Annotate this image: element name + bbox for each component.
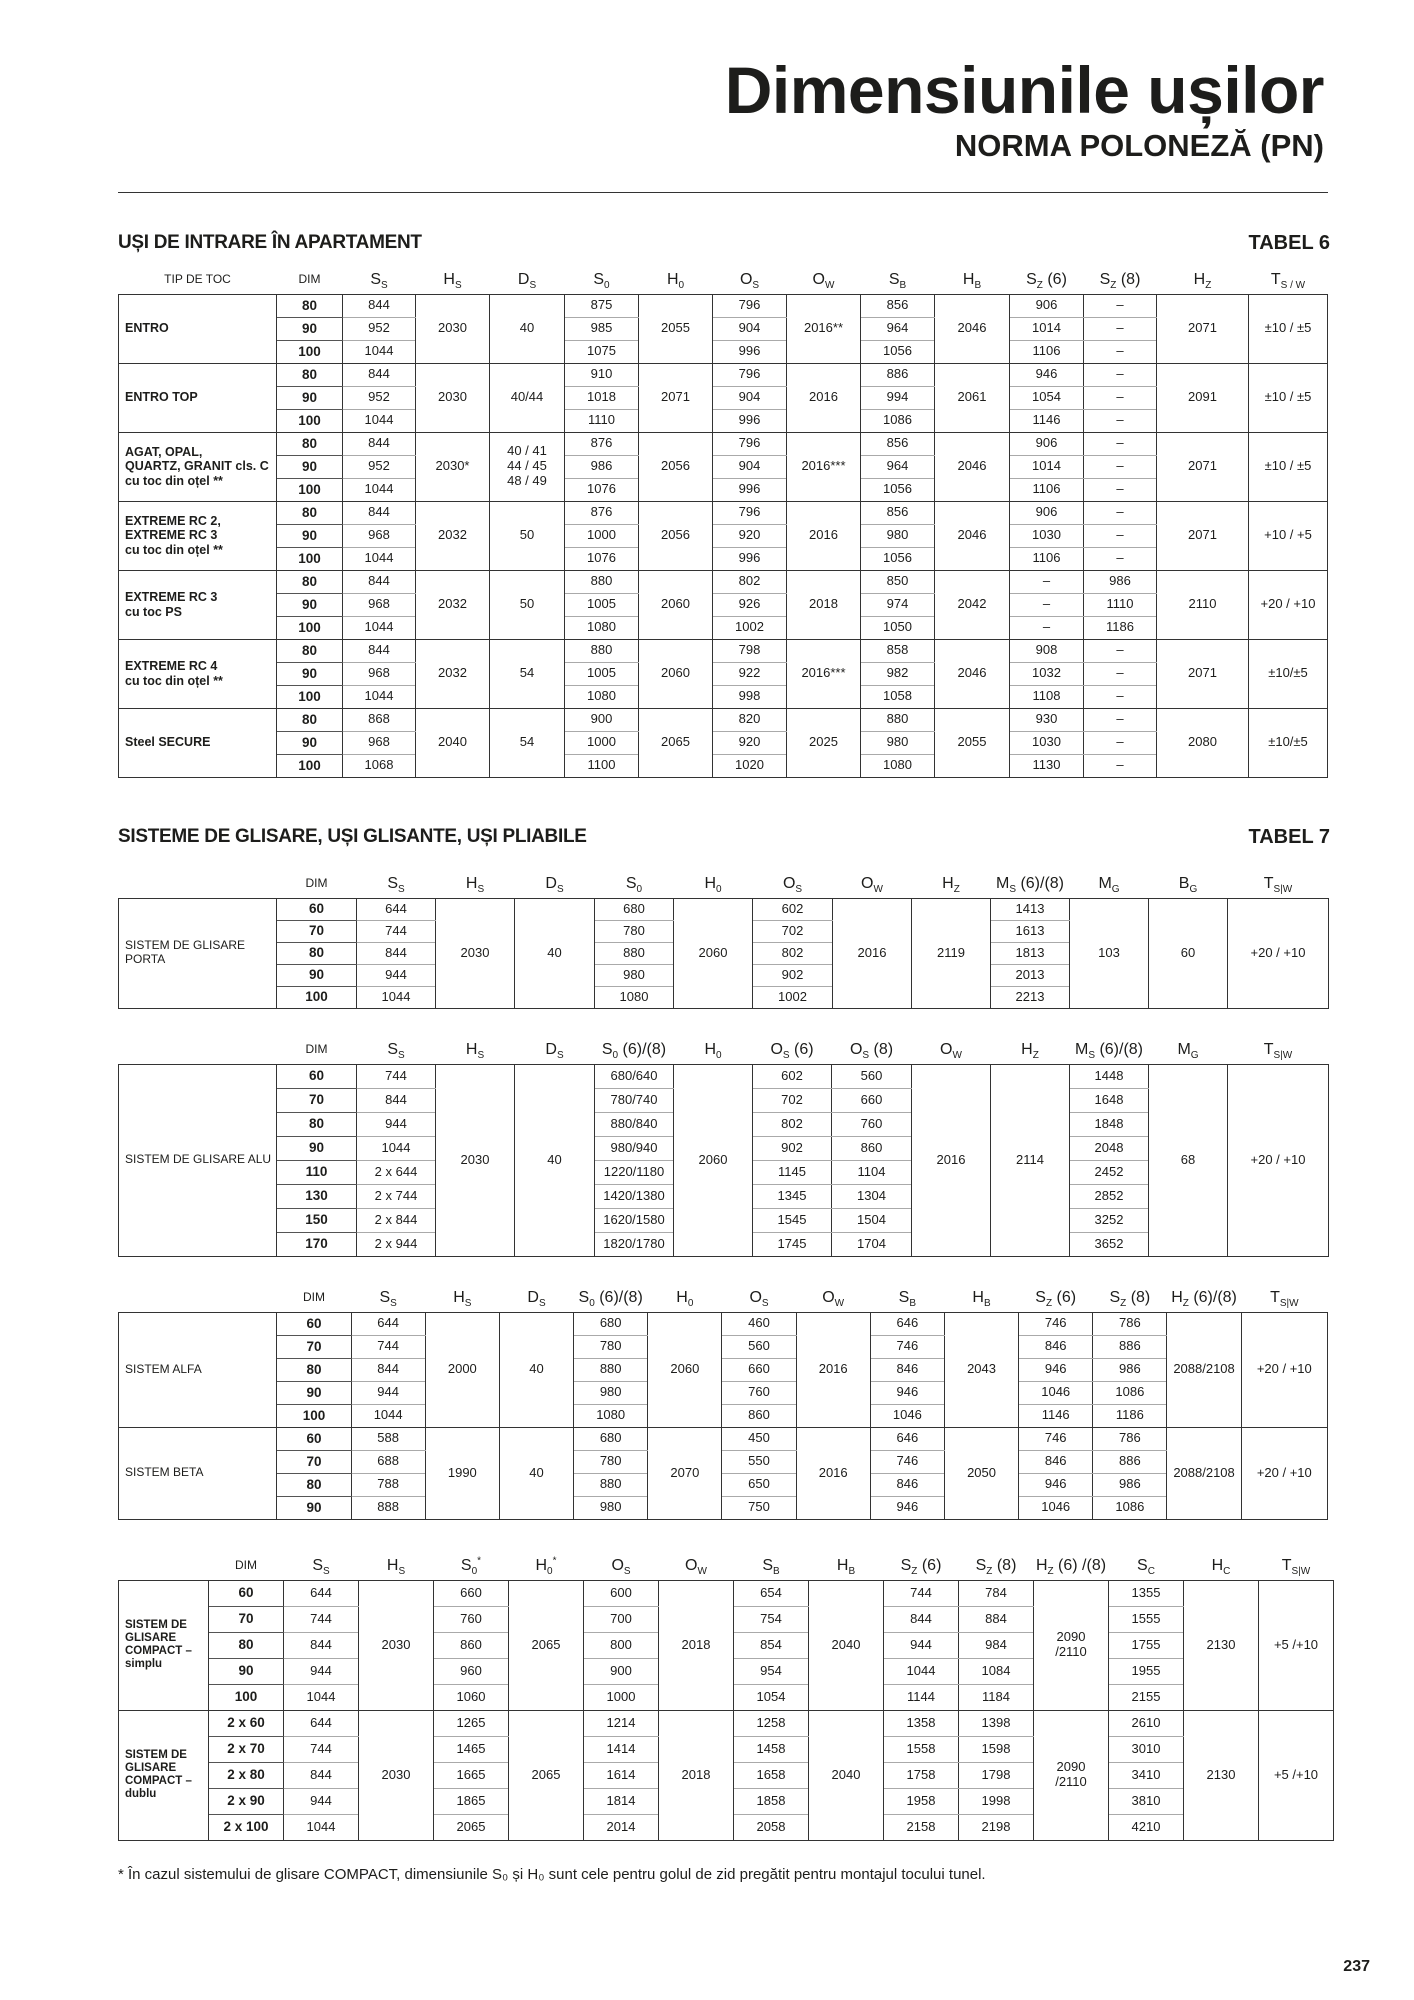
- table-row: SISTEM DE GLISARE COMPACT – dublu 2 x 60 644 2030 1265 2065 1214 2018 1258 2040 1358 1398 2090 /2110 2610 2130 +5 /+10: [119, 1710, 1414, 1736]
- table-row: 2 x 80 844 1665 1614 1658 1758 1798 3410: [119, 1762, 1414, 1788]
- table-row: 80 844 860 800 854 944 984 1755: [119, 1632, 1414, 1658]
- table-row: 90 968 1000 920 980 1030 –: [119, 731, 1328, 754]
- header-rule: [118, 192, 1328, 193]
- table-row: 90 1044 980/940 902 860 2048: [119, 1136, 1329, 1160]
- table-row: EXTREME RC 2, EXTREME RC 3 cu toc din oțel ** 80 844 2032 50 876 2056 796 2016 856 2046 906 – 2071 +10 / +5: [119, 501, 1328, 524]
- table-alfa-beta: DIM $S_S$ $H_S$ $D_S$ $S_0$ (6)/(8) $H_0$ $O_S$ $O_W$ $S_B$ $H_B$ $S_Z$ (6) $S_Z$ (8) $H_Z$ (6)/(8) $T_{S|W}$ SISTEM ALFA 60 644 2000 40 680 2060 460 2016 646 2043 746 786 2088/2108 +20 / +10 70 744 780 560 746 846 886 80 844 880 660 846 946 986 90 944 980 760 946 1046 1086 100 1044 1080 860 1046 1146 1186 SISTEM BETA 60 588 1990 40 680 2070 450 2016 646 2050 746 786 2088/2108 +20 / +10 70 688 780 550 746 846 886 80 788 880 650 846 946 986 90 888 980 750 946 1046 1086: [118, 1284, 1328, 1520]
- alfa-label: SISTEM ALFA: [119, 1312, 277, 1427]
- table-row: SISTEM ALFA 60 644 2000 40 680 2060 460 2016 646 2043 746 786 2088/2108 +20 / +10: [119, 1312, 1328, 1335]
- table-row: ENTRO TOP 80 844 2030 40/44 910 2071 796 2016 886 2061 946 – 2091 ±10 / ±5: [119, 363, 1328, 386]
- table-row: EXTREME RC 4 cu toc din oțel ** 80 844 2032 54 880 2060 798 2016*** 858 2046 908 – 2071 ±10/±5: [119, 639, 1328, 662]
- compact-dublu-label: SISTEM DE GLISARE COMPACT – dublu: [119, 1710, 209, 1840]
- table-compact: DIM $S_S$ $H_S$ $S_0^*$ $H_0^*$ $O_S$ $O_W$ $S_B$ $H_B$ $S_Z$ (6) $S_Z$ (8) $H_Z$ (6) /(8) $S_C$ $H_C$ $T_{S|W}$ SISTEM DE GLISARE COMPACT – simplu 60 644 2030 660 2065 600 2018 654 2040 744 784 2090 /2110 1355 2130 +5 /+10 70 744 760 700 754 844 884 1555 80 844 860 800 854 944 984 1755 90 944 960 900 954 1044 1084 1955 100 1044 1060 1000 1054 1144 1184 2155 SISTEM DE GLISARE COMPACT – dublu 2 x 60 644 2030 1265 2065 1214 2018 1258 2040 1358 1398 2090 /2110 2610 2130 +5 /+10 2 x 70 744 1465 1414 1458 1558 1598 3010 2 x 80 844 1665 1614 1658 1758 1798 3410 2 x 90 944 1865 1814 1858 1958 1998 3810 2 x 100 1044 2065 2014 2058 2158 2198 4210: [118, 1552, 1414, 1841]
- table-row: 100 1044 1076 996 1056 1106 –: [119, 478, 1328, 501]
- col-sz6: $S_Z$ (6): [1026, 270, 1067, 291]
- table-row: 100 1044 1080 860 1046 1146 1186: [119, 1404, 1328, 1427]
- table-row: 90 944 980 760 946 1046 1086: [119, 1381, 1328, 1404]
- table-label-7: TABEL 7: [1248, 826, 1330, 848]
- table-row: 100 1044 1075 996 1056 1106 –: [119, 340, 1328, 363]
- table-row: 90 944 980 902 2013: [119, 964, 1329, 986]
- table-row: 2 x 90 944 1865 1814 1858 1958 1998 3810: [119, 1788, 1414, 1814]
- table-row: SISTEM DE GLISARE PORTA 60 644 2030 40 680 2060 602 2016 2119 1413 103 60 +20 / +10: [119, 898, 1329, 920]
- compact-simplu-label: SISTEM DE GLISARE COMPACT – simplu: [119, 1580, 209, 1710]
- table-row: 80 944 880/840 802 760 1848: [119, 1112, 1329, 1136]
- col-sz8: $S_Z$ (8): [1099, 270, 1141, 291]
- porta-label: SISTEM DE GLISARE PORTA: [119, 898, 277, 1008]
- table-row: 110 2 x 644 1220/1180 1145 1104 2452: [119, 1160, 1329, 1184]
- section-title-apartment-doors: UȘI DE INTRARE ÎN APARTAMENT: [118, 232, 422, 253]
- table-row: ENTRO 80 844 2030 40 875 2055 796 2016** 856 2046 906 – 2071 ±10 / ±5: [119, 294, 1328, 317]
- table-row: Steel SECURE 80 868 2040 54 900 2065 820 2025 880 2055 930 – 2080 ±10/±5: [119, 708, 1328, 731]
- page-number: 237: [1343, 1958, 1370, 1975]
- col-sb: $S_B$: [888, 270, 907, 291]
- page-subtitle: NORMA POLONEZĂ (PN): [954, 128, 1324, 163]
- col-ow: $O_W$: [812, 270, 835, 291]
- col-os: $O_S$: [739, 270, 760, 291]
- table-row: SISTEM BETA 60 588 1990 40 680 2070 450 2016 646 2050 746 786 2088/2108 +20 / +10: [119, 1427, 1328, 1450]
- col-h0: $H_0$: [666, 270, 685, 291]
- section-title-sliding-systems: SISTEME DE GLISARE, UȘI GLISANTE, UȘI PLIABILE: [118, 826, 587, 847]
- table-row: 130 2 x 744 1420/1380 1345 1304 2852: [119, 1184, 1329, 1208]
- table-row: 100 1044 1080 1002 1050 – 1186: [119, 616, 1328, 639]
- table-row: 100 1044 1110 996 1086 1146 –: [119, 409, 1328, 432]
- table-row: 70 844 780/740 702 660 1648: [119, 1088, 1329, 1112]
- table-row: SISTEM DE GLISARE COMPACT – simplu 60 644 2030 660 2065 600 2018 654 2040 744 784 2090 /2110 1355 2130 +5 /+10: [119, 1580, 1414, 1606]
- table-row: 70 744 780 702 1613: [119, 920, 1329, 942]
- table-row: 90 968 1005 926 974 – 1110: [119, 593, 1328, 616]
- table-row: 70 744 780 560 746 846 886: [119, 1335, 1328, 1358]
- table-row: 90 952 1018 904 994 1054 –: [119, 386, 1328, 409]
- table-6: [118, 266, 1328, 778]
- table-row: SISTEM DE GLISARE ALU 60 744 2030 40 680/640 2060 602 560 2016 2114 1448 68 +20 / +10: [119, 1064, 1329, 1088]
- table-row: 90 968 1005 922 982 1032 –: [119, 662, 1328, 685]
- beta-label: SISTEM BETA: [119, 1427, 277, 1519]
- table-row: 80 844 880 660 846 946 986: [119, 1358, 1328, 1381]
- table-row: 90 952 985 904 964 1014 –: [119, 317, 1328, 340]
- table-label-6: TABEL 6: [1248, 232, 1330, 254]
- col-ss: $S_S$: [370, 270, 388, 291]
- table-row: 90 968 1000 920 980 1030 –: [119, 524, 1328, 547]
- table-row: 90 944 960 900 954 1044 1084 1955: [119, 1658, 1414, 1684]
- col-dim: DIM: [298, 271, 321, 286]
- table-row: 90 952 986 904 964 1014 –: [119, 455, 1328, 478]
- table-row: EXTREME RC 3 cu toc PS 80 844 2032 50 880 2060 802 2018 850 2042 – 986 2110 +20 / +10: [119, 570, 1328, 593]
- table-row: 150 2 x 844 1620/1580 1545 1504 3252: [119, 1208, 1329, 1232]
- page-title: Dimensiunile ușilor: [724, 53, 1324, 127]
- footnote: * În cazul sistemului de glisare COMPACT, dimensiunile S₀ și H₀ sunt cele pentru golul de zid pregătit pentru montajul tocului tunel.: [118, 1866, 986, 1883]
- col-ds: $D_S$: [517, 270, 537, 291]
- table-row: 100 1044 1060 1000 1054 1144 1184 2155: [119, 1684, 1414, 1710]
- table-row: 70 744 760 700 754 844 884 1555: [119, 1606, 1414, 1632]
- alu-label: SISTEM DE GLISARE ALU: [119, 1064, 277, 1256]
- col-s0: $S_0$: [593, 270, 610, 291]
- col-tsw: $T_{S / W}$: [1270, 270, 1306, 291]
- table-porta: DIM $S_S$ $H_S$ $D_S$ $S_0$ $H_0$ $O_S$ $O_W$ $H_Z$ $M_S$ (6)/(8) $M_G$ $B_G$ $T_{S|W}$ SISTEM DE GLISARE PORTA 60 644 2030 40 680 2060 602 2016 2119 1413 103 60 +20 / +10 70 744 780 702 1613 80 844 880 802 1813 90 944 980 902 2013 100 1044 1080 1002 2213: [118, 870, 1329, 1009]
- col-hs: $H_S$: [443, 270, 462, 291]
- table-row: 2 x 100 1044 2065 2014 2058 2158 2198 4210: [119, 1814, 1414, 1840]
- table-row: 80 844 880 802 1813: [119, 942, 1329, 964]
- table-row: 170 2 x 944 1820/1780 1745 1704 3652: [119, 1232, 1329, 1256]
- table-alu: DIM $S_S$ $H_S$ $D_S$ $S_0$ (6)/(8) $H_0$ $O_S$ (6) $O_S$ (8) $O_W$ $H_Z$ $M_S$ (6)/(8) $M_G$ $T_{S|W}$ SISTEM DE GLISARE ALU 60 744 2030 40 680/640 2060 602 560 2016 2114 1448 68 +20 / +10 70 844 780/740 702 660 1648 80 944 880/840 802 760 1848 90 1044 980/940 902 860 2048 110 2 x 644 1220/1180 1145 1104 2452 130 2 x 744 1420/1380 1345 1304 2852 150 2 x 844 1620/1580 1545 1504 3252 170 2 x 944 1820/1780 1745 1704 3652: [118, 1036, 1329, 1257]
- table-row: 90 888 980 750 946 1046 1086: [119, 1496, 1328, 1519]
- table-row: 2 x 70 744 1465 1414 1458 1558 1598 3010: [119, 1736, 1414, 1762]
- table-row: 100 1068 1100 1020 1080 1130 –: [119, 754, 1328, 777]
- table-row: 80 788 880 650 846 946 986: [119, 1473, 1328, 1496]
- table-row: AGAT, OPAL, QUARTZ, GRANIT cls. C cu toc din oțel ** 80 844 2030* 40 / 41 44 / 45 48 / 49 876 2056 796 2016*** 856 2046 906 – 2071 ±10 / ±5: [119, 432, 1328, 455]
- col-tip-de-toc: TIP DE TOC: [164, 271, 231, 286]
- table-row: 70 688 780 550 746 846 886: [119, 1450, 1328, 1473]
- col-hz: $H_Z$: [1193, 270, 1212, 291]
- col-hb: $H_B$: [962, 270, 982, 291]
- table-row: 100 1044 1080 998 1058 1108 –: [119, 685, 1328, 708]
- table-row: 100 1044 1076 996 1056 1106 –: [119, 547, 1328, 570]
- table-row: 100 1044 1080 1002 2213: [119, 986, 1329, 1008]
